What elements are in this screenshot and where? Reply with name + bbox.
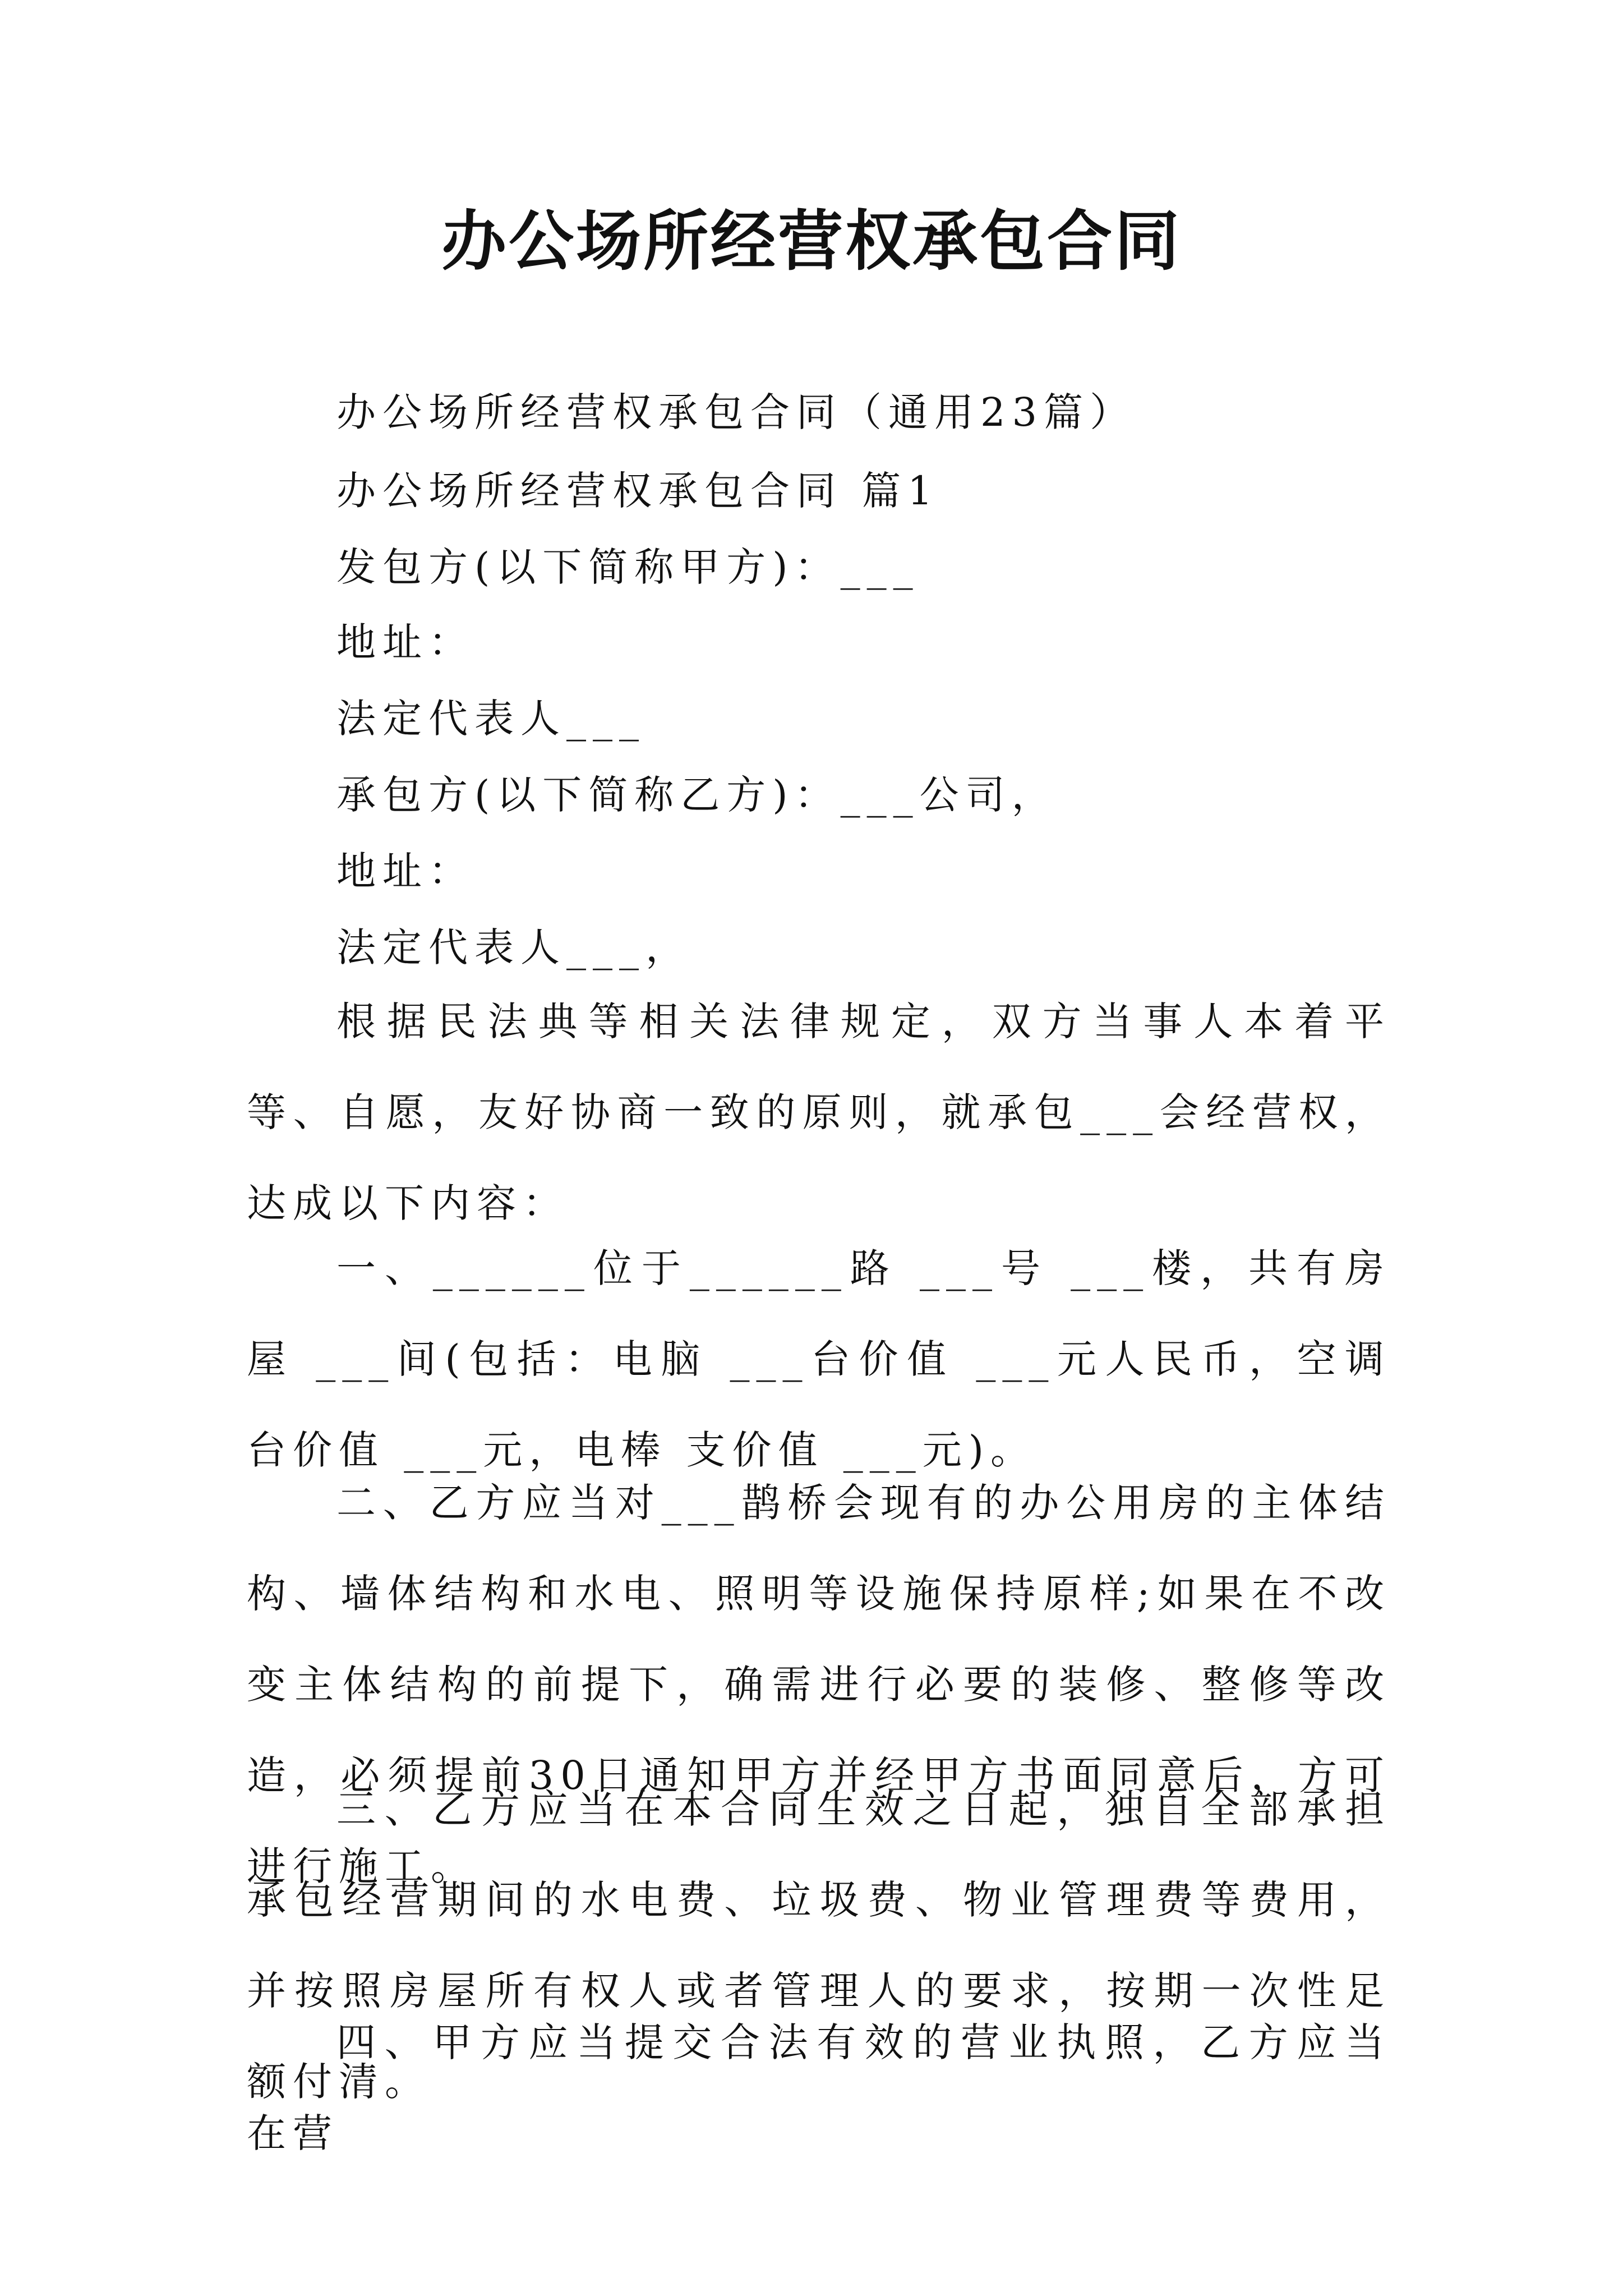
chapter-heading: 办公场所经营权承包合同 篇1 bbox=[336, 468, 939, 514]
clause-2-paragraph: 二、乙方应当对___鹊桥会现有的办公用房的主体结构、墙体结构和水电、照明等设施保持原样;如果在不改变主体结构的前提下，确需进行必要的装修、整修等改造，必须提前30日通知甲方并经甲方书面同意后，方可进行施工。 bbox=[247, 1480, 1391, 1889]
clause-4-paragraph: 四、甲方应当提交合法有效的营业执照，乙方应当在营 bbox=[247, 2019, 1391, 2156]
party-b-address: 地址： bbox=[336, 848, 474, 894]
party-b-representative: 法定代表人___， bbox=[336, 924, 691, 970]
party-b-label: 承包方(以下简称乙方)：___公司， bbox=[336, 772, 1058, 818]
clause-1-paragraph: 一、______位于______路 ___号 ___楼，共有房屋 ___间(包括：电脑 ___台价值 ___元人民币，空调台价值 ___元，电棒 支价值 ___元)。 bbox=[247, 1245, 1391, 1473]
document-subtitle: 办公场所经营权承包合同（通用23篇） bbox=[336, 389, 1136, 435]
preamble-paragraph: 根据民法典等相关法律规定，双方当事人本着平等、自愿，友好协商一致的原则，就承包___会经营权，达成以下内容： bbox=[247, 999, 1391, 1226]
party-a-label: 发包方(以下简称甲方)：___ bbox=[336, 544, 920, 590]
clause-3-paragraph: 三、乙方应当在本合同生效之日起，独自全部承担承包经营期间的水电费、垃圾费、物业管理费等费用，并按照房屋所有权人或者管理人的要求，按期一次性足额付清。 bbox=[247, 1786, 1391, 2105]
party-a-address: 地址： bbox=[336, 619, 474, 665]
document-title: 办公场所经营权承包合同 bbox=[441, 203, 1182, 279]
party-a-representative: 法定代表人___ bbox=[336, 696, 645, 742]
